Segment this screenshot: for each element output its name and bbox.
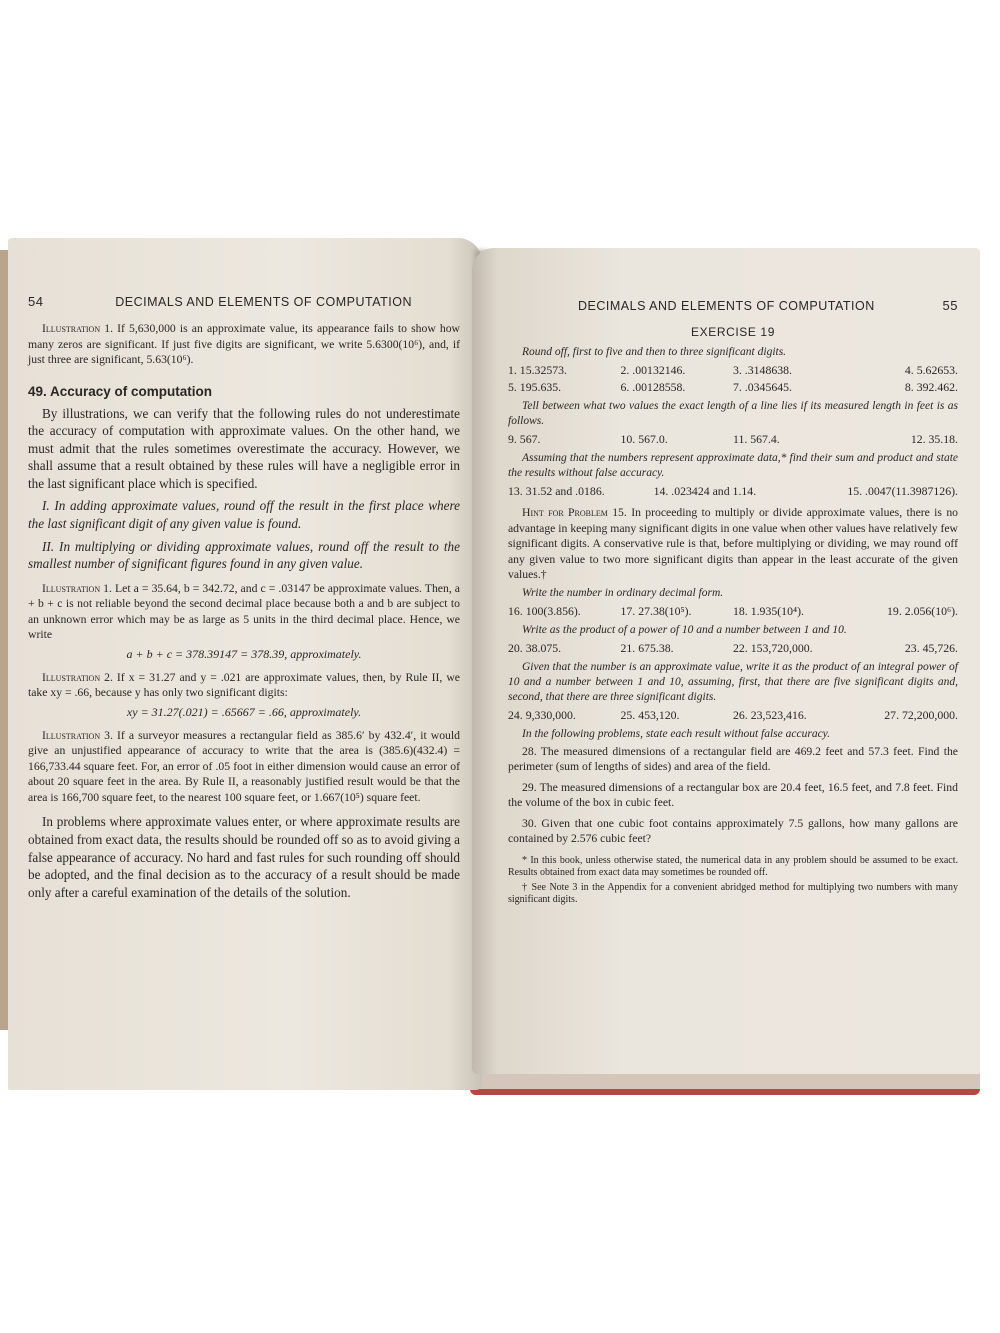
problem-row [508, 379, 958, 396]
closing-paragraph: In problems where approximate values enter, or where approximate results are obtained from exact data, the results should be rounded off so as to avoid giving a false appearance of accuracy. No hard and fast rules for such rounding off should be adopted, and the final decision as to the accuracy of a result should be made only after a careful examination of the details of the solution. [28, 814, 460, 900]
instruction-significant-digits: Given that the number is an approximate value, write it as the product of an integral power of 10 and a number between 1 and 10, assuming, first, that there are five significant digits and, second, that there are three significant digits. [508, 660, 958, 703]
example-label: Illustration 2. [42, 670, 113, 684]
instruction-false-accuracy: In the following problems, state each result without false accuracy. [522, 727, 831, 740]
problem: 1. 15.32573. [508, 363, 567, 377]
intro-paragraph: By illustrations, we can verify that the following rules do not underestimate the accuracy of computation with approximate values. On the other hand, we must admit that the rules sometimes overestimate the accuracy. However, we shall assume that a result obtained by these rules will have a negligible error in the last significant place which is specified. [28, 405, 460, 491]
instruction-power-of-ten: Write as the product of a power of 10 and a number between 1 and 10. [522, 623, 847, 636]
problem: 19. 2.056(10⁶). [887, 603, 958, 618]
problem: 6. .00128558. [620, 380, 686, 394]
example-text: If x = 31.27 and y = .021 are approximate values, then, by Rule II, we take xy = .66, because y has only two significant digits: [28, 670, 460, 700]
rule-one: I. In adding approximate values, round off the result in the first place where the last significant digit of any given value is found. [28, 498, 460, 532]
right-page [472, 248, 980, 1074]
problem: 22. 153,720,000. [733, 640, 813, 655]
page-number-left: 54 [28, 294, 44, 309]
footnote-asterisk: * In this book, unless otherwise stated, the numerical data in any problem should be assumed to be exact. Results obtained from exact data may sometimes be rounded off. [508, 854, 958, 878]
problem: 10. 567.0. [620, 432, 668, 446]
example-label: Illustration 3. [42, 728, 113, 742]
hint-text: In proceeding to multiply or divide approximate values, there is no advantage in keeping many significant digits in one value when other values have relatively few significant digits. A conservative rule is that, before multiplying or dividing, we may round off any given value to two more significant digits than appear in the least accurate of the given values.† [508, 506, 959, 581]
problem-row [508, 707, 958, 724]
book-cover-edge [0, 250, 8, 1030]
problem: 21. 675.38. [620, 640, 674, 655]
left-page [8, 238, 482, 1090]
exercise-title: EXERCISE 19 [691, 325, 775, 339]
problem: 16. 100(3.856). [508, 603, 581, 618]
problem: 5. 195.635. [508, 380, 562, 394]
problem: 13. 31.52 and .0186. [508, 484, 605, 498]
left-running-head [28, 294, 460, 309]
running-head-title-left: DECIMALS AND ELEMENTS OF COMPUTATION [115, 295, 412, 309]
problem: 18. 1.935(10⁴). [733, 603, 804, 618]
problem-29: 29. The measured dimensions of a rectangular box are 20.4 feet, 16.5 feet, and 7.8 feet. Find the volume of the box in cubic feet. [508, 780, 958, 809]
problem-30: 30. Given that one cubic foot contains approximately 7.5 gallons, how many gallons are contained by 2.576 cubic feet? [508, 816, 958, 845]
hint-label: Hint for Problem 15. [522, 506, 627, 519]
example-1-paragraph [28, 581, 460, 643]
example-3-paragraph [28, 728, 460, 806]
problem: 15. .0047(11.3987126). [847, 484, 958, 498]
problem-row [508, 483, 958, 500]
problem: 7. .0345645. [733, 380, 792, 394]
problem: 24. 9,330,000. [508, 707, 576, 722]
rule-two: II. In multiplying or dividing approximate values, round off the result to the smallest number of significant figures found in any given value. [28, 538, 460, 572]
problem: 9. 567. [508, 432, 541, 446]
page-number-right: 55 [942, 298, 958, 313]
problem-28: 28. The measured dimensions of a rectangular field are 469.2 feet and 57.3 feet. Find the perimeter (sum of lengths of sides) and area of the field. [508, 744, 958, 773]
right-running-head [508, 298, 958, 313]
example-2-paragraph [28, 670, 460, 701]
problem: 8. 392.462. [904, 380, 958, 394]
problem: 17. 27.38(10⁵). [620, 603, 692, 618]
problem-row [508, 640, 958, 657]
illustration-1-paragraph [28, 321, 460, 368]
problem: 20. 38.075. [508, 640, 562, 655]
problem: 26. 23,523,416. [733, 707, 807, 722]
example-label: Illustration 1. [42, 581, 112, 595]
instruction-round-off: Round off, first to five and then to three significant digits. [522, 346, 787, 358]
footnote-dagger: † See Note 3 in the Appendix for a convenient abridged method for multiplying two numbers with many significant digits. [508, 881, 958, 905]
example-2-formula: xy = 31.27(.021) = .65667 = .66, approximately. [126, 704, 362, 719]
problem: 27. 72,200,000. [884, 707, 958, 722]
section-heading: 49. Accuracy of computation [28, 383, 213, 399]
problem: 3. .3148638. [733, 363, 792, 377]
example-text: If a surveyor measures a rectangular field as 385.6′ by 432.4′, it would give an unjustified appearance of accuracy to write that the area is (385.6)(432.4) = 166,733.44 square feet. For, an error of .05 foot in either dimension would cause an error of about 20 square feet in the area. By Rule II, a reasonably justified result would be that the area is 166,700 square feet, to the nearest 100 square feet, or 1.667(10⁵) square feet. [28, 728, 460, 804]
problem: 11. 567.4. [733, 432, 780, 446]
hint-paragraph [508, 505, 958, 583]
example-text: Let a = 35.64, b = 342.72, and c = .03147 be approximate values. Then, a + b + c is not reliable beyond the second decimal place because both a and b are subject to an unknown error which may be as large as 5 units in the third decimal place. Hence, we write [28, 581, 460, 642]
instruction-exact-length: Tell between what two values the exact length of a line lies if its measured length in feet is as follows. [508, 400, 958, 427]
example-1-formula: a + b + c = 378.39147 = 378.39, approximately. [126, 646, 362, 661]
problem: 2. .00132146. [620, 363, 686, 377]
problem: 12. 35.18. [910, 432, 958, 446]
problem: 25. 453,120. [620, 707, 680, 722]
instruction-decimal-form: Write the number in ordinary decimal form. [522, 586, 724, 599]
problem-row [508, 603, 958, 620]
problem-row [508, 431, 958, 448]
problem: 4. 5.62653. [904, 363, 958, 377]
illustration-text: If 5,630,000 is an approximate value, its appearance fails to show how many zeros are significant. If just five digits are significant, we write 5.6300(10⁶), and, if just three are significant, 5.63(10⁶). [28, 322, 460, 366]
instruction-sum-product: Assuming that the numbers represent approximate data,* find their sum and product and state the results without false accuracy. [508, 452, 958, 479]
problem: 23. 45,726. [904, 640, 958, 655]
problem: 14. .023424 and 1.14. [653, 484, 757, 498]
running-head-title-right: DECIMALS AND ELEMENTS OF COMPUTATION [578, 299, 875, 313]
illustration-label: Illustration 1. [42, 322, 113, 335]
problem-row [508, 362, 958, 379]
